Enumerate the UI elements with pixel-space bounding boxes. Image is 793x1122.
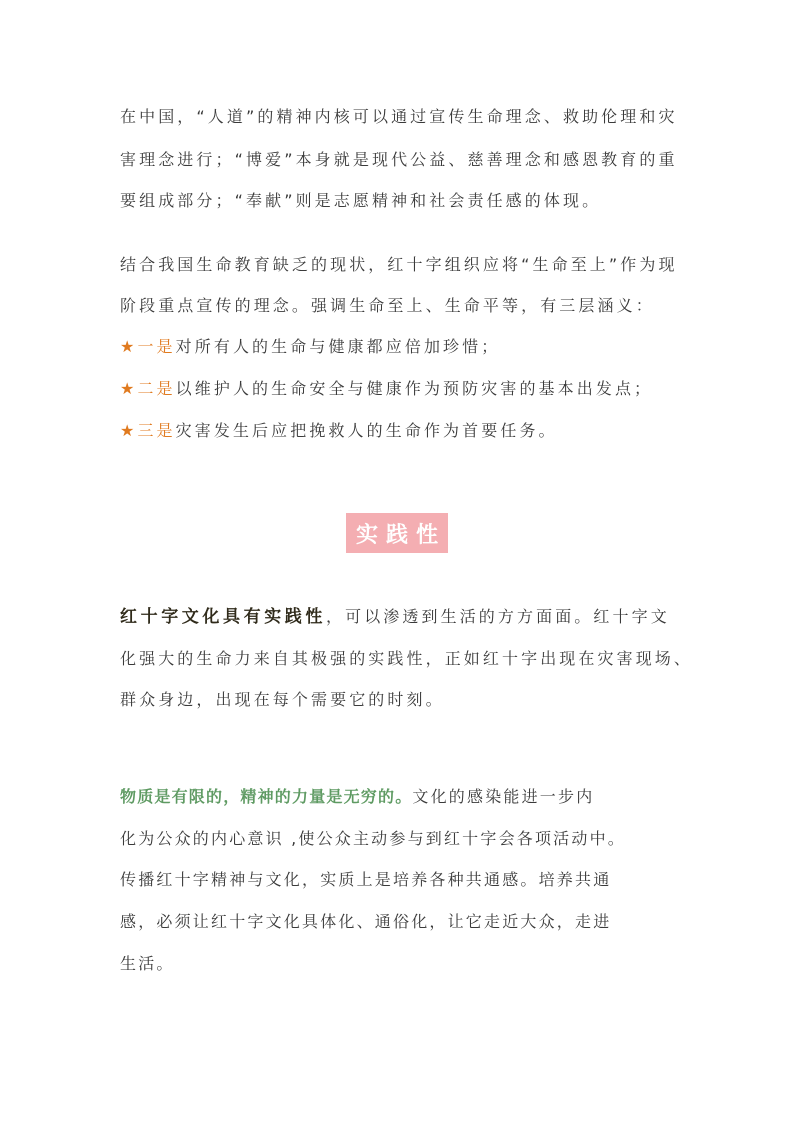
paragraph-line: 传播红十字精神与文化，实质上是培养各种共通感。培养共通	[120, 870, 612, 889]
paragraph-line: 群众身边，出现在每个需要它的时刻。	[120, 690, 445, 709]
section-heading-box	[346, 513, 448, 553]
paragraph-text: 文化的感染能进一步内	[412, 787, 595, 806]
paragraph-line: 感，必须让红十字文化具体化、通俗化，让它走近大众，走进	[120, 912, 612, 931]
paragraph-line	[120, 606, 670, 628]
bold-lead-text: 红十字文化具有实践性	[120, 607, 326, 627]
highlight-lead-text: 物质是有限的，精神的力量是无穷的。	[120, 787, 413, 806]
list-item-text: 以维护人的生命安全与健康作为预防灾害的基本出发点；	[175, 379, 654, 398]
section-heading: 实践性	[355, 522, 446, 548]
list-item	[120, 420, 558, 442]
paragraph-line: 要组成部分；“奉献”则是志愿精神和社会责任感的体现。	[120, 191, 602, 210]
list-item	[120, 378, 653, 400]
paragraph-line: 结合我国生命教育缺乏的现状，红十字组织应将“生命至上”作为现	[120, 255, 678, 274]
paragraph-line	[120, 786, 594, 808]
list-item-text: 对所有人的生命与健康都应倍加珍惜；	[175, 337, 501, 356]
paragraph-line: 生活。	[120, 954, 175, 973]
list-item	[120, 336, 500, 358]
paragraph-line: 阶段重点宣传的理念。强调生命至上、生命平等，有三层涵义：	[120, 296, 655, 315]
star-label: ★一是	[120, 337, 176, 356]
paragraph-line: 害理念进行；“博爱”本身就是现代公益、慈善理念和感恩教育的重	[120, 150, 678, 169]
list-item-text: 灾害发生后应把挽救人的生命作为首要任务。	[175, 421, 558, 440]
paragraph-line: 化强大的生命力来自其极强的实践性，正如红十字出现在灾害现场、	[120, 649, 694, 668]
star-label: ★三是	[120, 421, 176, 440]
paragraph-line: 在中国，“人道”的精神内核可以通过宣传生命理念、救助伦理和灾	[120, 107, 678, 126]
star-label: ★二是	[120, 379, 176, 398]
paragraph-text: ，可以渗透到生活的方方面面。红十字文	[326, 607, 670, 626]
paragraph-line: 化为公众的内心意识 ,使公众主动参与到红十字会各项活动中。	[120, 829, 626, 848]
